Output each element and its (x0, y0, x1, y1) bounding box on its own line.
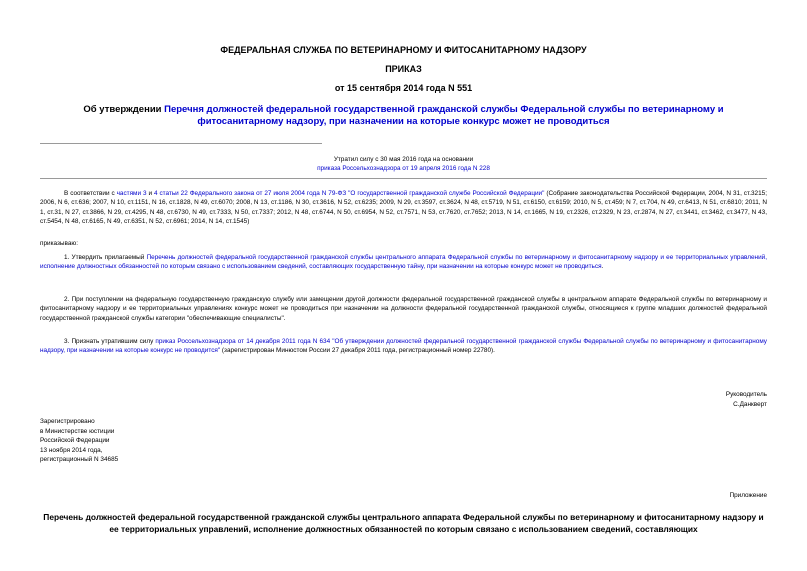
registration-line: в Министерстве юстиции (40, 427, 115, 435)
appendix-label: Приложение (729, 492, 767, 499)
order-word: приказываю: (40, 240, 78, 247)
doc-date-number: от 15 сентября 2014 года N 551 (334, 83, 473, 93)
preamble-link-2[interactable]: 4 статьи 22 Федерального закона от 27 июля 2004 года N 79-ФЗ "О государственной гражданской службе Российской Федерации" (153, 190, 545, 197)
preamble-text-3: (Собрание законодательства Российской Федерации, 2004, N 31, ст.3215; 2006, N 6, ст.636; 2007, N 10, ст.1151, N 16, ст.1828, N 49, ст.6070; 2008, N 13, ст.1186, N 30, ст.3616, N 52, ст.6235; 2009, N 29, ст.3597, ст.3624, N 48, ст.5719, N 51, ст.6150, ст.6159; 2010, N 5, ст.459; N 7, ст.704, N 49, ст.6413, N 51, ст.6810; 2011, N 1, ст.31, N 27, ст.3866, N 29, ст.4295, N 48, ст.6730, N 49, ст.7333, N 50, ст.7337; 2012, N 48, ст.6744, N 50, ст.6954, N 52, ст.7571, N 53, ст.7620, ст.7652; 2013, N 14, ст.1665, N 19, ст.2326, ст.2329, N 23, ст.2874, N 27, ст.3441, ст.3462, ст.3477, N 43, ст.5454, N 48, ст.6165, N 49, ст.6351, N 52, ст.6961; 2014, N 14, ст.1545) (40, 190, 767, 225)
document-title (40, 104, 767, 128)
registration-line: Российской Федерации (40, 437, 110, 444)
item-2: 2. При поступлении на федеральную государственную гражданскую службу или замещении другой должности федеральной государственной гражданской службы в центральном аппарате Федеральной службы по ветеринарному и фитосанитарному надзору и ее территориальных управлениях конкурс может не проводиться при назначении на должности федеральной государственной гражданской службы, относящиеся к группе младших должностей федеральной государственной гражданской службы категории "обеспечивающие специалисты". (40, 296, 767, 322)
long-rule (40, 178, 767, 179)
appendix-title: Перечень должностей федеральной государственной гражданской службы центрального аппарата Федеральной службы по ветеринарному и фитосанитарному надзору и ее территориальных управлений, исполнение должностных обязанностей по которым связано с использованием сведений, составляющих (43, 512, 764, 534)
item-1-text: 1. Утвердить прилагаемый (64, 254, 147, 261)
short-rule (40, 143, 322, 144)
item-1-end: . (601, 263, 604, 271)
preamble (40, 189, 767, 226)
signature-role: Руководитель (725, 391, 767, 398)
agency-name: ФЕДЕРАЛЬНАЯ СЛУЖБА ПО ВЕТЕРИНАРНОМУ И ФИТОСАНИТАРНОМУ НАДЗОРУ (220, 45, 587, 55)
title-prefix: Об утверждении (83, 104, 165, 115)
preamble-link-1[interactable]: частями 3 (116, 190, 147, 197)
repeal-notice-line1: Утратил силу с 30 мая 2016 года на основании (333, 156, 474, 163)
registration-block (40, 417, 118, 465)
preamble-text-2: и (146, 190, 154, 197)
item-1-link[interactable]: Перечень должностей федеральной государственной гражданской службы центрального аппарата Федеральной службы по ветеринарному и фитосанитарному надзору и ее территориальных управлений, исполнение должностных обязанностей по которым связано с использованием сведений, составляющих государственную тайну, при назначении на которые конкурс может не проводиться (40, 254, 767, 271)
registration-line: регистрационный N 34685 (40, 456, 119, 463)
item-3 (40, 337, 767, 356)
title-link[interactable]: Перечня должностей федеральной государственной гражданской службы Федеральной службы по ветеринарному и фитосанитарному надзору, при назначении на которые конкурс может не проводиться (164, 104, 724, 127)
doc-type: ПРИКАЗ (385, 64, 422, 74)
item-3-text: 3. Признать утратившим силу (64, 338, 156, 345)
repeal-notice (0, 155, 807, 174)
signature-block (726, 390, 767, 409)
registration-line: Зарегистрировано (40, 418, 95, 425)
registration-line: 13 ноября 2014 года, (40, 446, 103, 454)
item-3-link[interactable]: приказ Россельхознадзора от 14 декабря 2011 года N 634 "Об утверждении должностей федеральной государственной гражданской службы Федеральной службы по ветеринарному и фитосанитарному надзору, при назначении на которые конкурс не проводится" (40, 338, 768, 355)
repeal-notice-link[interactable]: приказа Россельхознадзора от 19 апреля 2016 года N 228 (317, 165, 490, 173)
item-1 (40, 253, 767, 272)
item-3-end: (зарегистрирован Минюстом России 27 декабря 2011 года, регистрационный номер 22780). (220, 347, 495, 355)
signature-name: С.Данкверт (733, 400, 767, 408)
preamble-text-1: В соответствии с (64, 190, 117, 197)
